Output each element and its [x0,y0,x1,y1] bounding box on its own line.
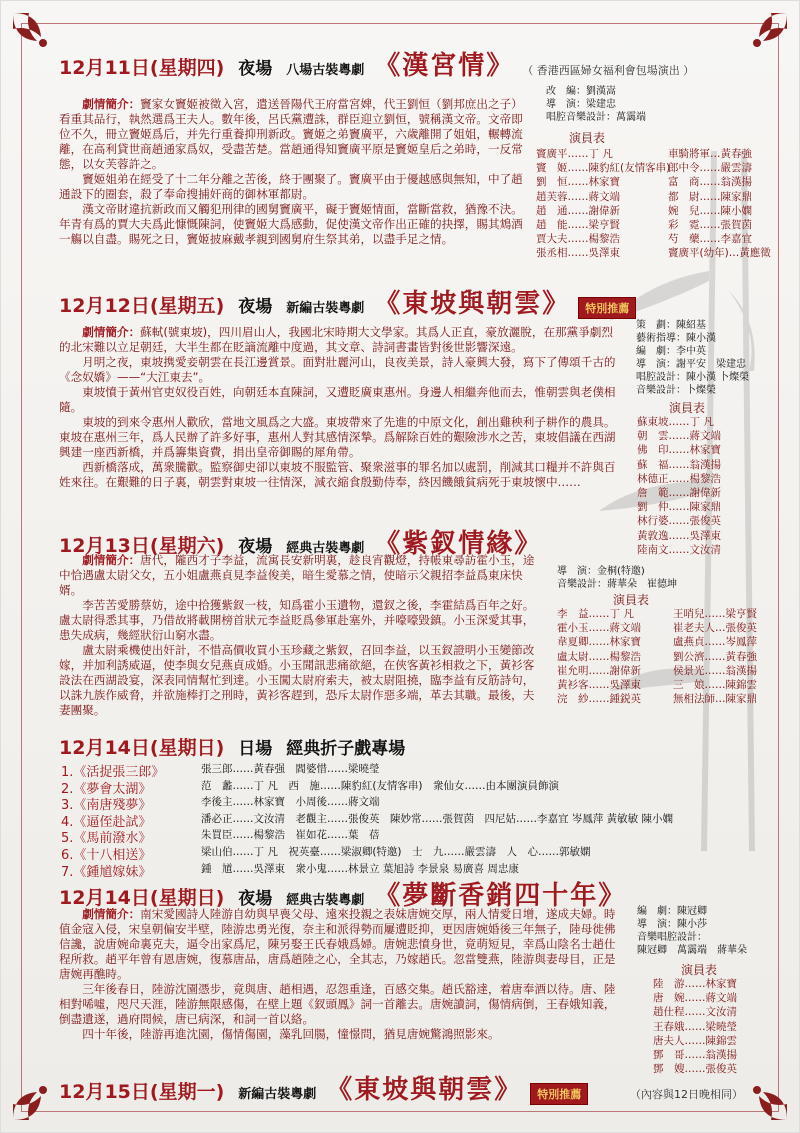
performance-header [59,283,636,320]
cast-item: 崔允明……謝偉新 [557,664,641,677]
synopsis-paragraph: 南宋愛國詩人陸游自幼與早喪父母、遠來投親之表妹唐婉交厚，兩人情愛日增，遂成夫婦。時值金寇入侵，宋皇朝偏安半壁，陸游忠勇光復，奈主和派得勢而屢遭貶抑，更因唐婉婚後三年無子，陸母徙佛信讒，說唐婉命裏克夫，逼令出家爲尼，陳另娶王氏春娥爲婦。唐婉悲憤身世，竟萌短見，幸爲山陰名士趙仕程所救。趙平年曾有恩唐婉，復慕唐品，唐爲趙陸之心，全其志，乃嫁趙氏。忽當雙燕，陸游與妻母目，正是唐婉再醮時。 [59,907,616,981]
crew-list [636,319,749,397]
crew-item: 策 劃：陳紹基 [636,320,706,331]
excerpt-item: 5.《馬前潑水》 [61,831,152,847]
cast-item: 詹 範……謝偉新 [637,487,721,500]
crew-item: 導 演：謝平安 梁建忠 [636,359,746,370]
cast-item: 都 尉……陳家鼎 [668,190,752,203]
play-title: 《東坡與朝雲》 [326,1075,523,1105]
cast-title: 演員表 [613,593,650,607]
cast-item: 潘必正……文汝清 老觀主……張俊英 陳妙常……張賀茵 四尼姑……李嘉宜 岑鳳萍 黃敏敏 陳小嫻 [201,812,674,825]
booking-note: （ 香港西區婦女福利會包場演出 ） [522,64,695,77]
cast-item: 鄧 哥……翁漢揚 [653,1049,737,1062]
performance-genre: 經典古裝粵劇 [286,893,365,908]
recommend-badge: 特別推薦 [578,297,636,319]
excerpt-item: 4.《逼侄赴試》 [61,814,152,830]
synopsis-paragraph: 東坡的到來令惠州人歡欣，當地文風爲之大盛。東坡帶來了先進的中原文化，創出雞秧利子耕作的農具。東坡在惠州三年，爲人民辦了許多好事，惠州人對其感情深摯。爲解除百姓的艱險涉水之苦，東坡倡議在西湖興建一座西新橋，并爲籌集資費，捐出皇帝御賜的犀角帶。 [59,415,616,459]
cast-item: 趙 通……謝偉新 [536,204,620,217]
synopsis [59,553,537,718]
cast-item: 三 娘……陳錦雲 [673,679,757,692]
cast-item: 趙 能……梁亨賢 [536,219,620,232]
synopsis-paragraph: 蘇軾(號東坡)，四川眉山人，我國北宋時期大文學家。其爲人正直，豪放灑脫，在那黨爭劇烈的北宋難以立足朝廷，大半生都在貶謫流離中度過，其文章、詩詞書畫皆對後世影響深遠。 [59,325,613,354]
excerpt-item: 3.《南唐殘夢》 [61,798,152,814]
cast-item: 車騎將軍…黃春強 [668,148,752,160]
corner-ornament-icon [731,9,791,69]
cast-item: 黃敦逸……吳澤東 [637,529,721,542]
cast-item: 王哨兒……梁亨賢 [673,608,757,620]
cast-item: 佛 印……林家寶 [637,444,721,457]
synopsis-lead: 劇情簡介： [82,97,141,111]
cast-item: 郎中令……嚴雲濤 [668,162,752,175]
cast-item: 黃衫客……吳澤東 [557,679,641,692]
cast-item: 王春娥……梁曉瑩 [653,1020,737,1033]
performance-slot: 夜場 [238,889,273,909]
cast-item: 竇廣平……丁 凡 [536,148,613,160]
synopsis-lead: 劇情簡介： [82,553,141,567]
cast-item: 彩 霓……張賀茵 [668,219,752,232]
crew-item: 編 劇：李中英 [636,346,706,357]
performance-header [59,733,405,760]
cast-item: 朱買臣……楊黎浩 崔如花……葉 蓓 [201,829,380,842]
performance-date: 12月13日(星期六) [59,535,225,557]
performance-genre: 新編古裝粵劇 [286,301,365,316]
cast-item: 竇廣平(幼年)…黃應徵 [668,247,771,260]
cast-item: 劉公濟……黃春強 [673,650,757,663]
synopsis [59,325,619,490]
performance-header [59,1069,588,1106]
cast-list [653,977,737,1076]
cast-item: 賈大夫……楊黎浩 [536,233,620,246]
cast-item: 婉 兒……陳小嫻 [668,204,752,217]
cast-item: 張三郎……黃春强 閻婆惜……梁曉瑩 [201,763,380,775]
synopsis-paragraph: 竇姬姐弟在經受了十二年分離之苦後，終于團聚了。竇廣平由于優越感與無知，中了趙通設下的圈套，殺了奉命搜捕奸商的御林軍都尉。 [59,172,523,201]
cast-item: 張丞相……吳澤東 [536,247,620,260]
crew-item: 陳冠卿 萬靄端 蔣華朵 [637,945,747,956]
crew-list [557,565,677,591]
synopsis-paragraph: 漢文帝財違抗新政而又觸犯刑律的國舅竇廣平，礙于竇姬情面，當斷當救，猶豫不決。年青有爲的賈大夫爲此慷慨陳詞，使竇姬大爲感動，促使漢文帝作出正確的抉擇，賜其鴆酒一觴以自盡。賜死之日，竇姬披麻戴孝親到國舅府生祭其弟，以盡手足之情。 [59,202,523,246]
cast-item: 霍小玉……蔣文端 [557,622,641,635]
cast-title: 演員表 [669,401,706,415]
synopsis-paragraph: 東坡憤于黃州官吏奴役百姓，向朝廷本直陳詞，又遭貶廣東惠州。身邊人相繼奔他而去，惟朝雲與老僕相隨。 [59,385,616,414]
cast-item: 林行婆……張俊英 [637,515,721,528]
crew-item: 音樂設計：卜燦榮 [636,385,716,396]
excerpt-item: 7.《鍾馗嫁妹》 [61,864,152,880]
cast-item: 竇 姬……陳豹紅(友情客串) [536,162,671,175]
performance-genre: 八場古裝粵劇 [286,63,365,78]
play-title: 《紫釵情緣》 [374,529,543,559]
crew-item: 音樂設計：蔣華朵 崔德坤 [557,579,677,590]
performance-date: 12月15日(星期一) [59,1081,225,1103]
play-title: 《夢斷香銷四十年》 [374,881,627,911]
excerpt-item: 2.《夢會太湖》 [61,781,152,797]
crew-item: 改 編：劉漢嵩 [546,86,616,97]
cast-item: 芍 藥……李嘉宜 [668,233,752,246]
performance-slot: 夜場 [238,537,273,557]
cast-item: 陸 游……林家寶 [653,978,737,990]
performance-slot: 夜場 [238,59,273,79]
cast-item: 李 益……丁 凡 [557,608,634,620]
crew-item: 藝術指導：陳小漢 [636,333,716,344]
performance-slot: 日場 [238,739,273,759]
cast-title: 演員表 [681,963,718,977]
cast-item: 崔老夫人…張俊英 [673,622,757,635]
play-title: 《東坡與朝雲》 [374,289,571,319]
crew-item: 導 演：梁建忠 [546,99,616,110]
crew-item: 唱腔設計：陳小漢 卜燦榮 [636,372,750,383]
excerpt-cast-list [201,761,673,877]
synopsis-lead: 劇情簡介： [82,325,141,339]
performance-genre: 經典折子戲專場 [286,739,406,759]
synopsis-paragraph: 竇家女竇姬被徵入宮，遣送晉陽代王府當宮婢，代王劉恒（劉邦庶出之子）看重其品行，執然選爲王夫人。數年後，呂氏黨遭誅，群臣迎立劉恒，號稱漢文帝。文帝即位不久，冊立竇姬爲后，并先行重養抑刑新政。竇姬之弟竇廣平，六歲離開了姐姐，輾轉流離，在高利貸世商趙通家爲奴，受盡苦楚。當趙通得知竇廣平原是竇姬皇后之弟時，一反常態，以女芙蓉許之。 [59,97,523,171]
cast-item: 盧太尉……楊黎浩 [557,650,641,663]
crew-item: 導 演：陳小莎 [637,919,707,930]
cast-item: 蘇東坡……丁 凡 [637,416,714,428]
performance-slot: 夜場 [238,297,273,317]
performance-date: 12月14日(星期日) [59,887,225,909]
cast-item: 韋夏卿……林家寶 [557,636,641,649]
performance-genre: 經典古裝粵劇 [286,541,365,556]
synopsis-paragraph: 四十年後，陸游再進沈園，傷情傷園，藻乳回腸，憧憬問，猶見唐婉驚鴻照影來。 [82,1027,500,1041]
cast-item: 范 蠡……丁 凡 西 施……陳豹紅(友情客串) 衆仙女……由本團演員飾演 [201,779,560,792]
excerpt-item: 6.《十八相送》 [61,847,152,863]
synopsis [59,97,529,247]
crew-item: 音樂唱腔設計： [637,932,707,943]
synopsis-paragraph: 唐代，隴西才子李益，流寓長安新明裏，趁良宵觀燈，持帳東尋訪霍小玉，途中恰遇盧太尉父女，五小姐盧燕貞見李益俊美，暗生愛慕之情，使暗示父親招李益爲東床快婿。 [59,553,535,597]
cast-item: 浣 紗……鍾鋭英 [557,693,641,706]
cast-item: 梁山伯……丁 凡 祝英臺……梁淑卿(特邀) 士 九……嚴雲濤 人 心……郭敏嫻 [201,845,591,858]
excerpt-list [61,761,165,880]
cast-item: 唐夫人……陳錦雲 [653,1034,737,1047]
cast-list [536,147,776,267]
cast-item: 陸南文……文汝清 [637,543,721,556]
cast-item: 鄧 嫂……張俊英 [653,1063,737,1076]
performance-date: 12月12日(星期五) [59,295,225,317]
cast-item: 劉 仲……陳家鼎 [637,501,721,514]
cast-item: 盧燕貞……岑鳳萍 [673,636,757,649]
cast-item: 唐 婉……蔣文端 [653,992,737,1005]
play-title: 《漢宮情》 [374,51,515,81]
synopsis-paragraph: 西新橋落成，萬衆騰歡。監察御史卻以東坡不服監管、聚衆滋事的罪名加以處罰，削減其口糧并不許與百姓來往。在艱難的日子裏，朝雲對東坡一往情深，減衣縮食殷勤侍奉，終因饑餓貧病死于東坡懷中…… [59,460,616,489]
cast-item: 朝 雲……蔣文端 [637,430,721,443]
synopsis-paragraph: 李苦苦愛勝蔡妨，途中拾獲紫釵一枝，知爲霍小玉遺物，還釵之後，李霍結爲百年之好。盧太尉得悉其事，乃借故將載開榜首狀元李益貶爲參軍赴塞外，并嚎嚎毀鎮。小玉深愛其事，患失成病，幾經狀衍山窮水盡。 [59,598,535,642]
recommend-badge: 特別推薦 [530,1083,588,1105]
repeat-note: （內容與12日晚相同） [630,1088,743,1101]
cast-item: 趙仕程……文汝清 [653,1006,737,1019]
performance-header [59,45,694,82]
crew-list [637,905,747,957]
crew-item: 導 演：金桐(特邀) [557,566,645,577]
synopsis [59,907,624,1042]
cast-item: 富 商……翁漢揚 [668,176,752,189]
cast-item: 侯景光……翁漢揚 [673,664,757,677]
cast-item: 劉 恒……林家寶 [536,176,620,189]
synopsis-paragraph: 月明之夜，東坡携愛妾朝雲在長江邊賞景。面對壯麗河山，良夜美景，詩人豪興大發，寫下了傳頌千古的《念奴嬌》——“大江東去”。 [59,355,616,384]
cast-item: 林德正……楊黎浩 [637,472,721,485]
cast-item: 鍾 馗……吳澤東 衆小鬼……林景立 葉旭詩 李景泉 易廣喜 周忠康 [201,862,519,875]
cast-list [557,607,787,711]
cast-title: 演員表 [569,131,606,145]
cast-item: 無相法師…陳家鼎 [673,693,757,706]
performance-genre: 新編古裝粵劇 [238,1087,317,1102]
cast-item: 趙芙蓉……蔣文端 [536,190,620,203]
synopsis-paragraph: 盧太尉乘機使出奸計，不惜高價收買小玉珍藏之紫釵，召回李益，以玉釵證明小玉變節改嫁，并加利誘威逼，使李與女兒燕貞成婚。小玉聞訊悲痛欲絕，在俠客黃衫相救之下，黃衫客設法在西湖設宴，深表同情幫忙到達。小玉闖太尉府索夫，被太尉阻撓，臨李益有反筋詩句，以誅九族作威脅，并欲施棒打之刑時，黃衫客趕到，恐斥太尉作惡多端，革去其職。最後，夫妻團聚。 [59,643,535,717]
performance-date: 12月14日(星期日) [59,737,225,759]
performance-date: 12月11日(星期四) [59,57,225,79]
synopsis-lead: 劇情簡介： [82,907,141,921]
excerpt-item: 1.《活捉張三郎》 [61,765,165,780]
cast-list [637,415,721,557]
crew-item: 編 劇：陳冠卿 [637,906,707,917]
cast-item: 蘇 福……翁漢揚 [637,458,721,471]
crew-list [546,85,646,124]
synopsis-paragraph: 三年後春日，陸游沈園憑步，竟與唐、趙相遇，忍怨重逢，百感交集。趙氏豁達，着唐奉酒以待。唐、陸相對唏噓，咫尺天涯，陸游無限感傷，在壁上題《釵頭鳳》詞一首離去。唐婉讀詞，傷情病倒，王春娥知義，倒盡遺遂，過府問候，唐已病深，和詞一首以絡。 [59,982,616,1026]
cast-item: 李後主……林家寶 小周後……蔣文端 [201,796,380,809]
crew-item: 唱腔音樂設計：萬靄端 [546,112,646,123]
